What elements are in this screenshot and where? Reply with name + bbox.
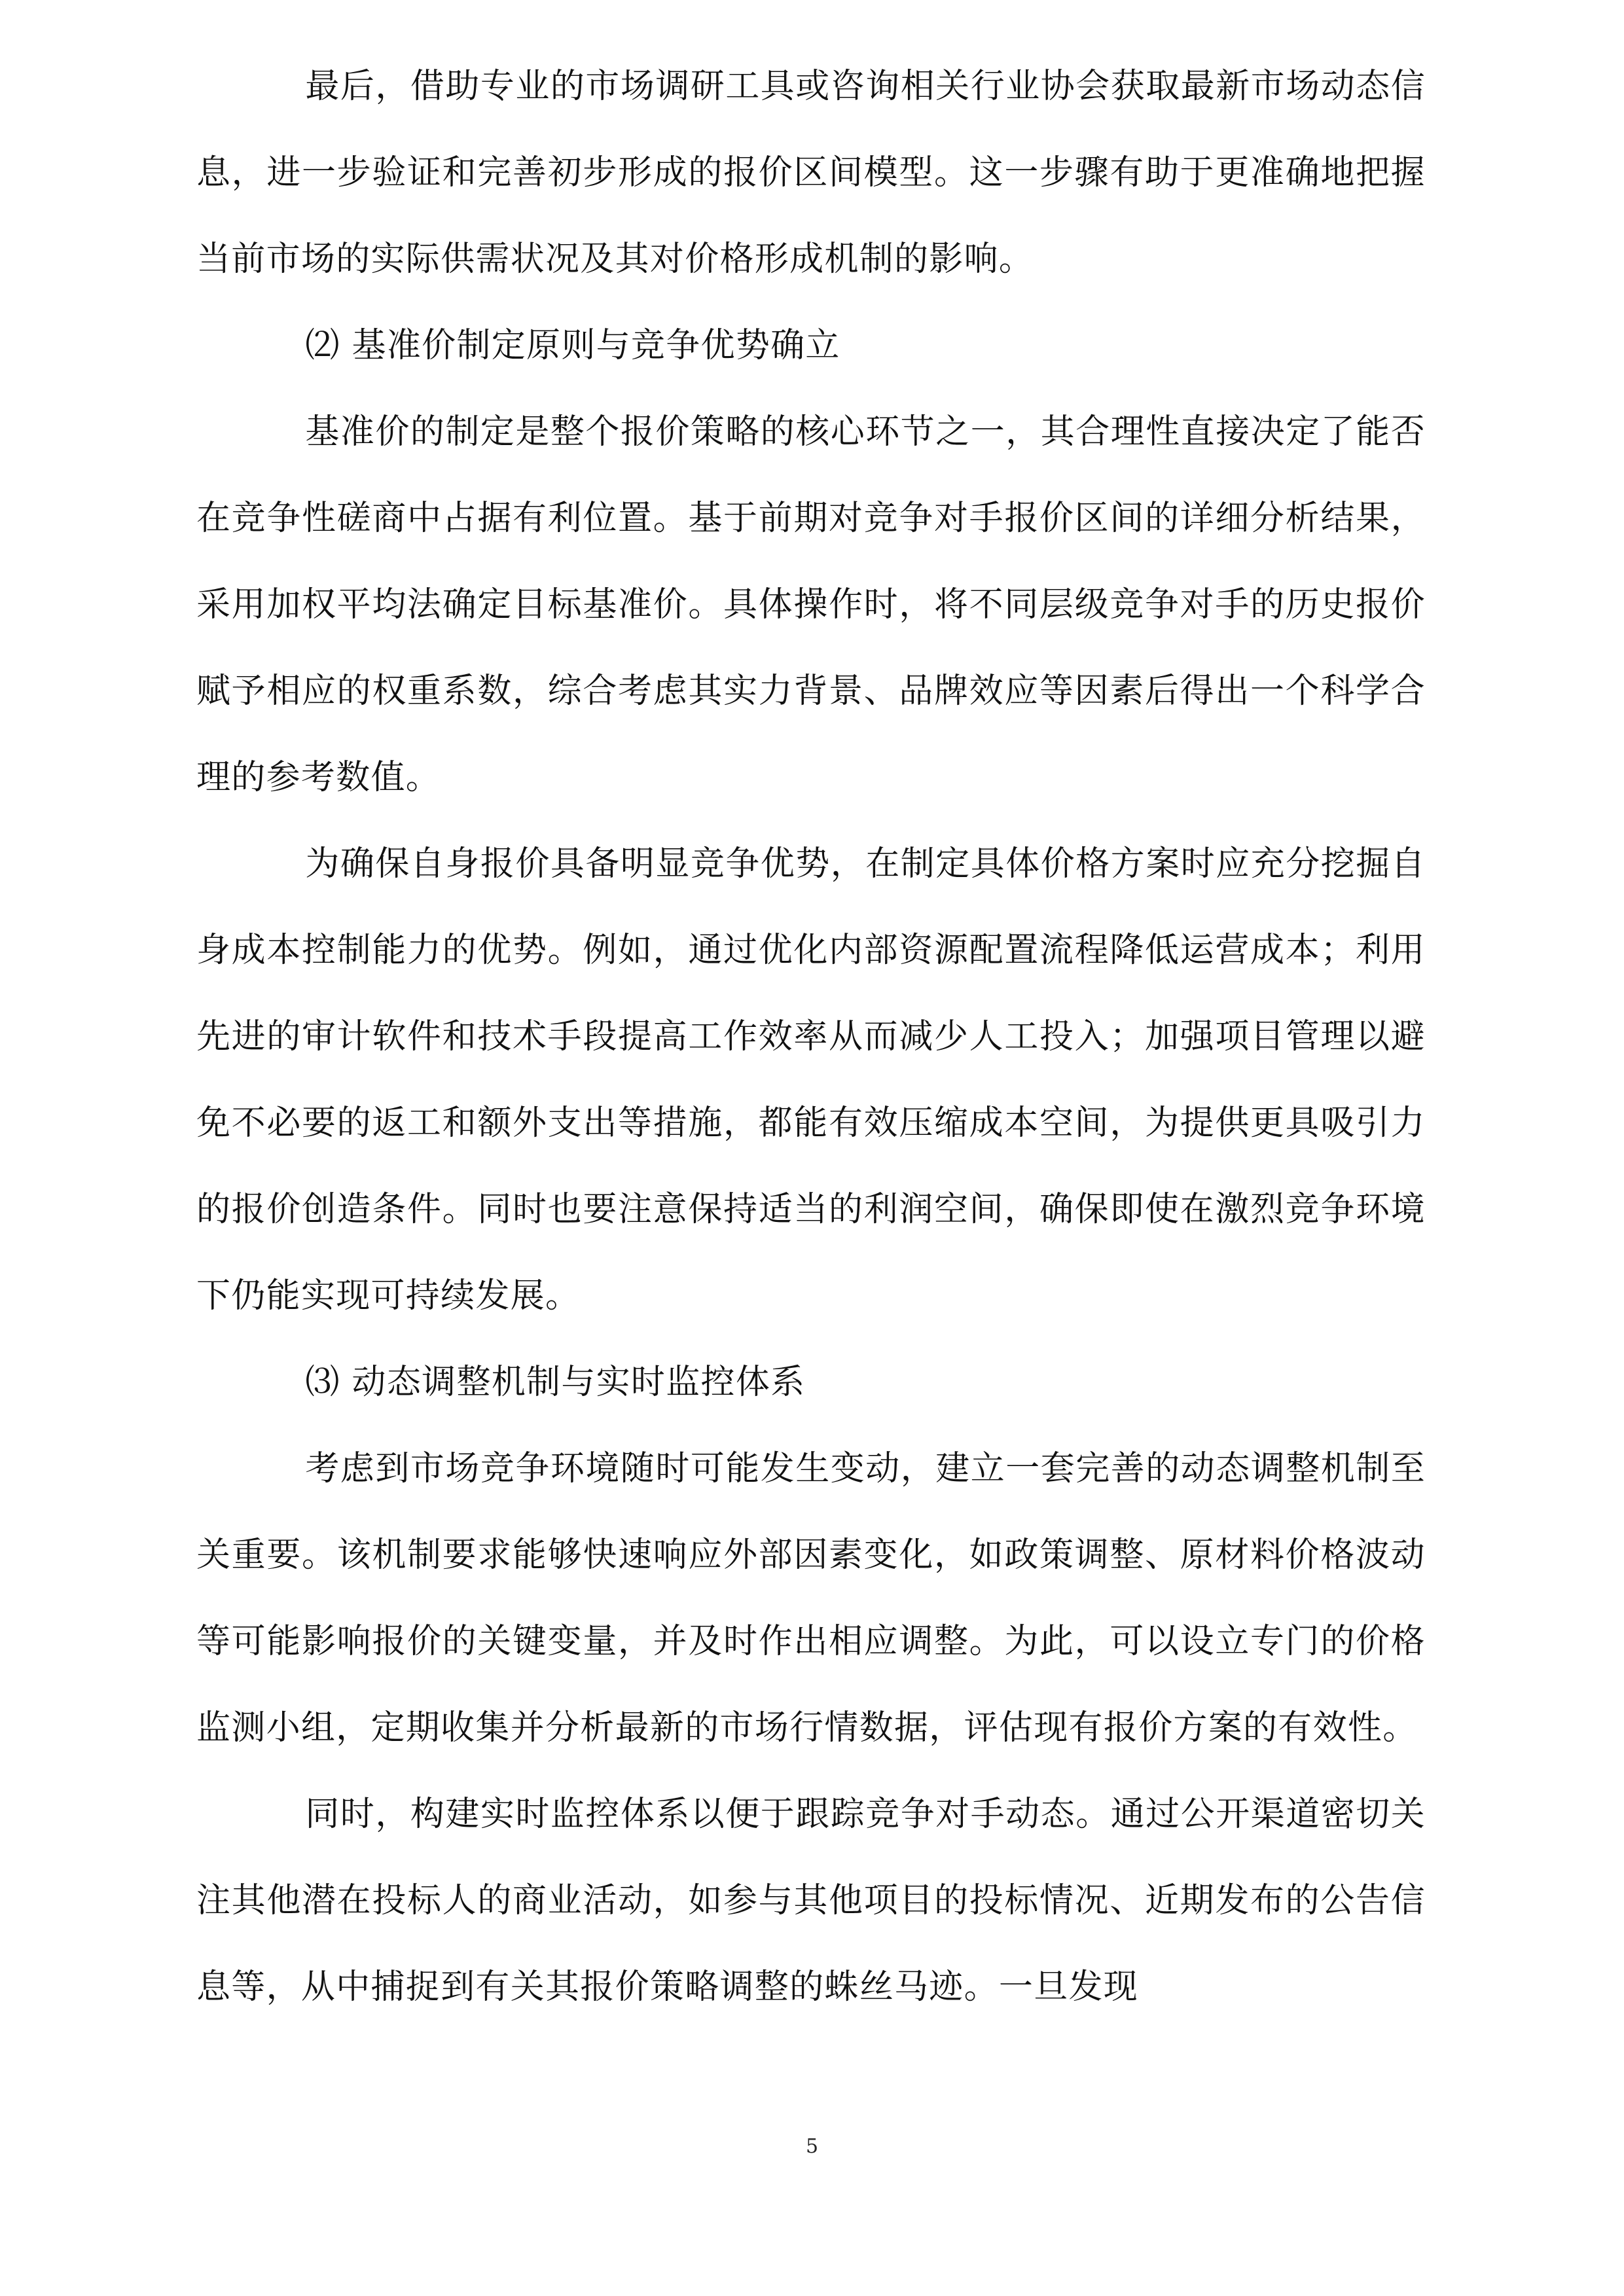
section-heading-dynamic-adjustment: ⑶ 动态调整机制与实时监控体系 (305, 1363, 806, 1402)
paragraph-benchmark-method: 基准价的制定是整个报价策略的核心环节之一，其合理性直接决定了能否在竞争性磋商中占据有利位置。基于前期对竞争对手报价区间的详细分析结果，采用加权平均法确定目标基准价。具体操作时，将不同层级竞争对手的历史报价赋予相应的权重系数，综合考虑其实力背景、品牌效应等因素后得出一个科学合理的参考数值。 (196, 412, 1426, 797)
document-body (196, 43, 1426, 2030)
page-number: 5 (805, 2135, 819, 2158)
paragraph-adjustment-mechanism: 考虑到市场竞争环境随时可能发生变动，建立一套完善的动态调整机制至关重要。该机制要求能够快速响应外部因素变化，如政策调整、原材料价格波动等可能影响报价的关键变量，并及时作出相应调整。为此，可以设立专门的价格监测小组，定期收集并分析最新的市场行情数据，评估现有报价方案的有效性。 (196, 1449, 1426, 1748)
paragraph-realtime-monitoring: 同时，构建实时监控体系以便于跟踪竞争对手动态。通过公开渠道密切关注其他潜在投标人的商业活动，如参与其他项目的投标情况、近期发布的公告信息等，从中捕捉到有关其报价策略调整的蛛丝马迹。一旦发现 (196, 1795, 1426, 2007)
section-heading-benchmark-price: ⑵ 基准价制定原则与竞争优势确立 (305, 326, 840, 365)
paragraph-cost-advantage: 为确保自身报价具备明显竞争优势，在制定具体价格方案时应充分挖掘自身成本控制能力的优势。例如，通过优化内部资源配置流程降低运营成本；利用先进的审计软件和技术手段提高工作效率从而减少人工投入；加强项目管理以避免不必要的返工和额外支出等措施，都能有效压缩成本空间，为提供更具吸引力的报价创造条件。同时也要注意保持适当的利润空间，确保即使在激烈竞争环境下仍能实现可持续发展。 (196, 844, 1426, 1316)
paragraph-market-research: 最后，借助专业的市场调研工具或咨询相关行业协会获取最新市场动态信息，进一步验证和完善初步形成的报价区间模型。这一步骤有助于更准确地把握当前市场的实际供需状况及其对价格形成机制的影响。 (196, 67, 1426, 279)
